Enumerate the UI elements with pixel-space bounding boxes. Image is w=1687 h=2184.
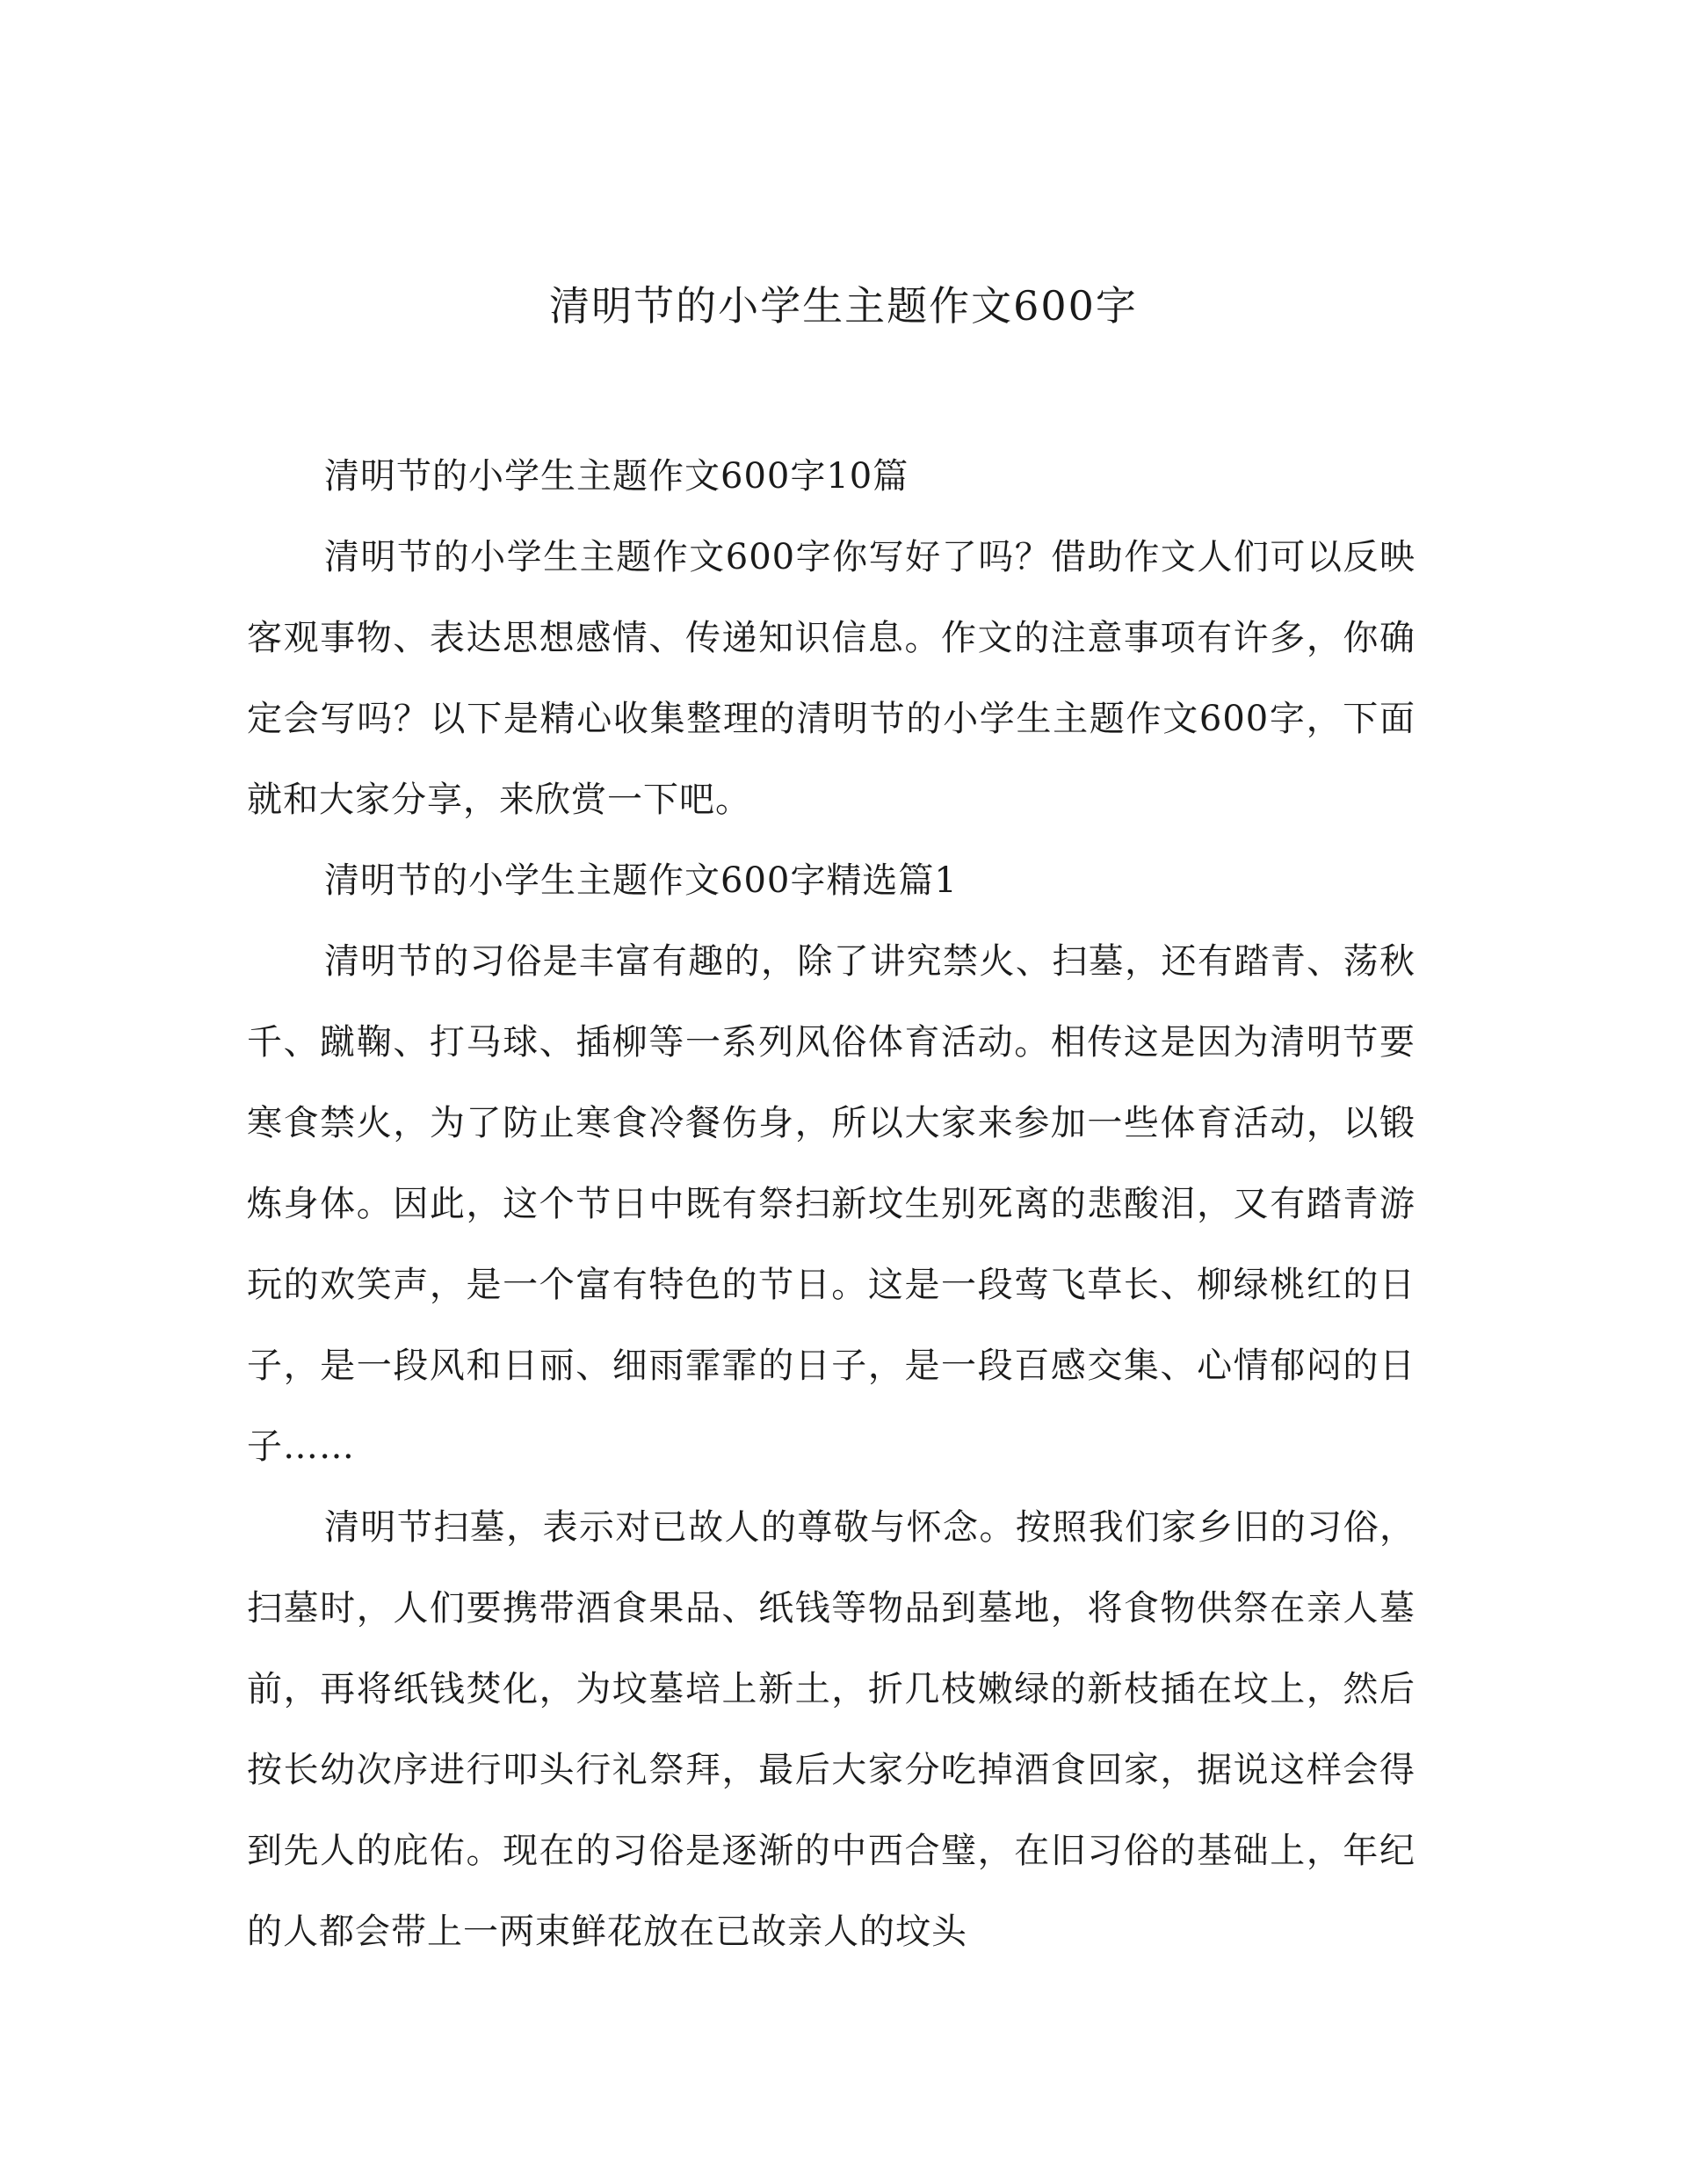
document-body — [247, 436, 1415, 1972]
section-heading: 清明节的小学生主题作文600字精选篇1 — [324, 860, 958, 901]
body-paragraph: 清明节扫墓，表示对已故人的尊敬与怀念。按照我们家乡旧的习俗，扫墓时，人们要携带酒食果品、纸钱等物品到墓地，将食物供祭在亲人墓前，再将纸钱焚化，为坟墓培上新土，折几枝嫩绿的新枝插在坟上，然后按长幼次序进行叩头行礼祭拜，最后大家分吃掉酒食回家，据说这样会得到先人的庇佑。现在的习俗是逐渐的中西合璧，在旧习俗的基础上，年纪的人都会带上一两束鲜花放在已故亲人的坟头 — [247, 1507, 1415, 1952]
intro-paragraph: 清明节的小学生主题作文600字你写好了吗？借助作文人们可以反映客观事物、表达思想感情、传递知识信息。作文的注意事项有许多，你确定会写吗？以下是精心收集整理的清明节的小学生主题作文600字，下面就和大家分享，来欣赏一下吧。 — [247, 537, 1415, 820]
document-title: 清明节的小学生主题作文600字 — [549, 282, 1138, 330]
subtitle-paragraph: 清明节的小学生主题作文600字10篇 — [324, 456, 909, 497]
body-paragraph: 清明节的习俗是丰富有趣的，除了讲究禁火、扫墓，还有踏青、荡秋千、蹴鞠、打马球、插柳等一系列风俗体育活动。相传这是因为清明节要寒食禁火，为了防止寒食冷餐伤身，所以大家来参加一些体育活动，以锻炼身体。因此，这个节日中既有祭扫新坟生别死离的悲酸泪，又有踏青游玩的欢笑声，是一个富有特色的节日。这是一段莺飞草长、柳绿桃红的日子，是一段风和日丽、细雨霏霏的日子，是一段百感交集、心情郁闷的日子…… — [247, 941, 1415, 1467]
